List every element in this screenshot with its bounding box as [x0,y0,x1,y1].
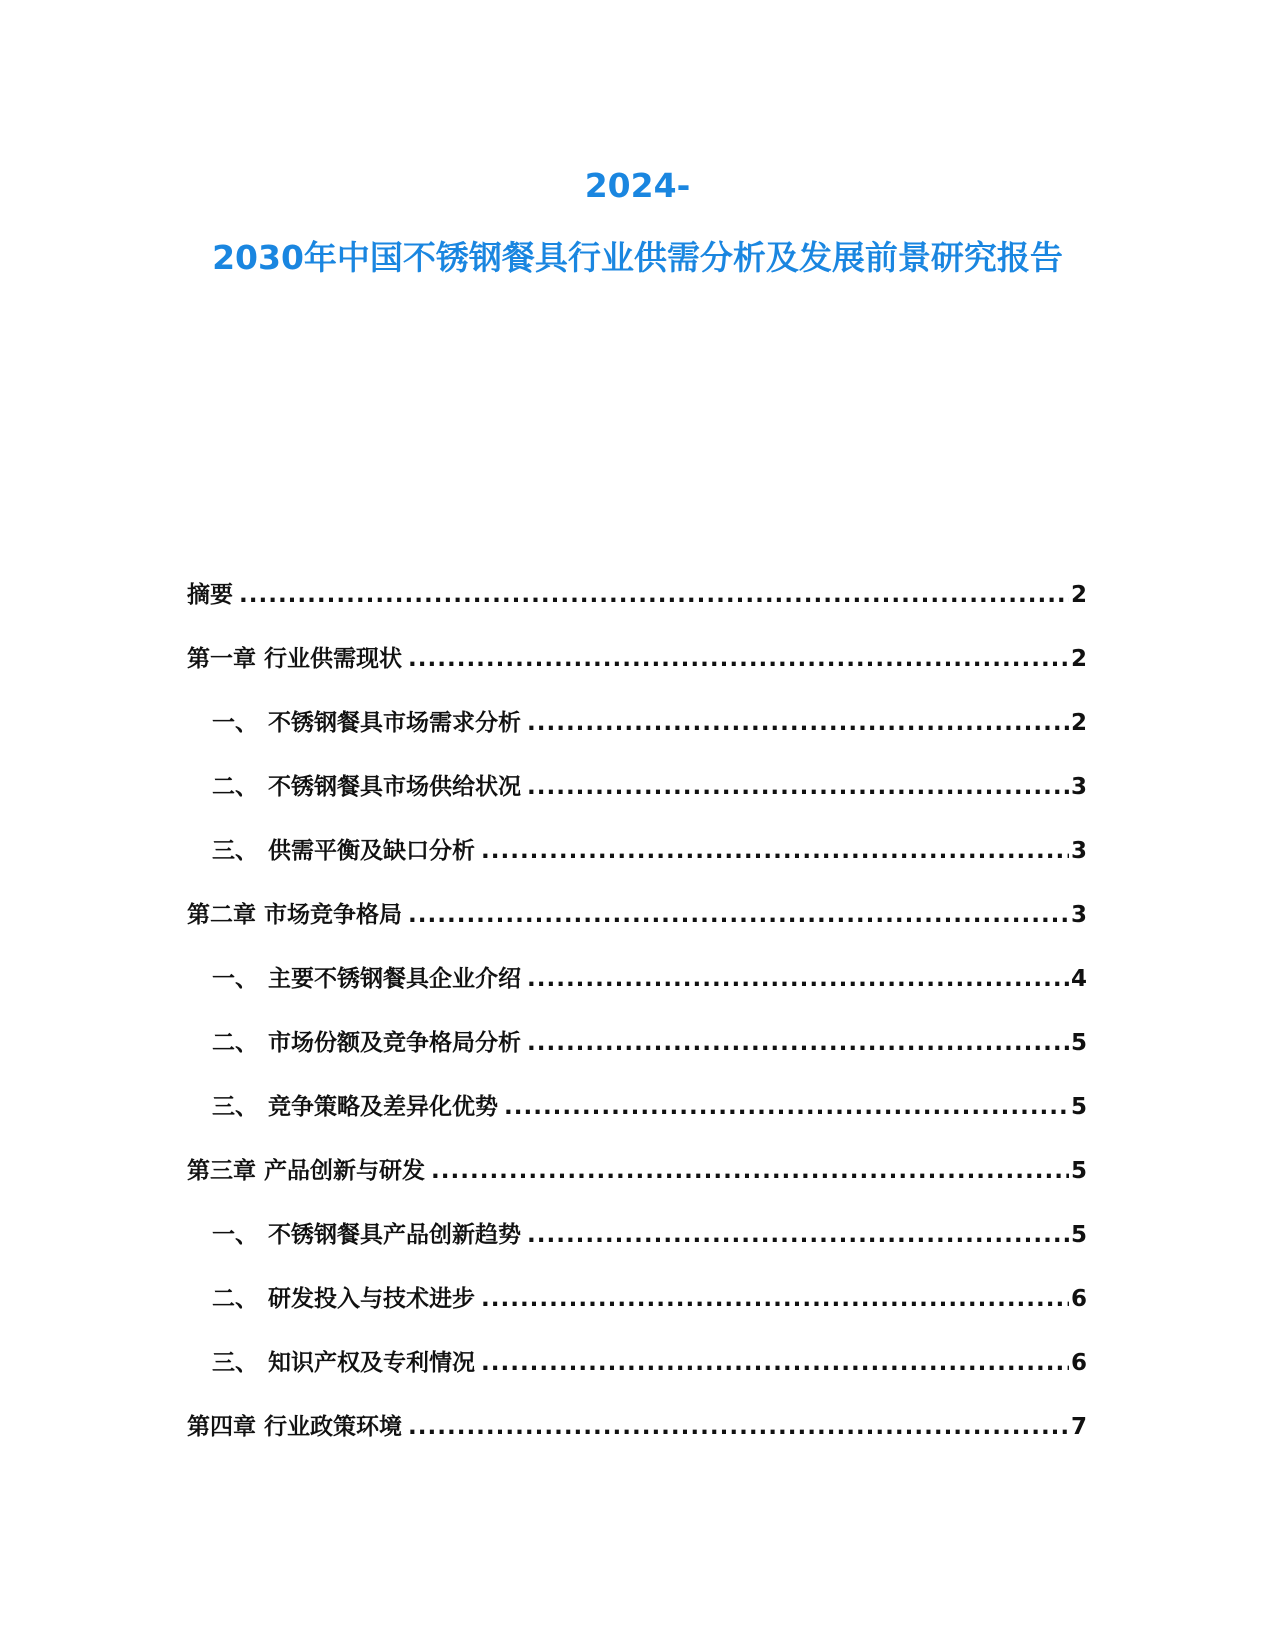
toc-entry-label: 不锈钢餐具市场供给状况 [268,774,521,800]
toc-leader [527,964,1069,994]
toc-entry-label: 第一章 行业供需现状 [187,646,403,672]
toc-page-number: 5 [1070,1030,1087,1056]
toc-leader [431,1156,1069,1186]
toc-entry-label: 竞争策略及差异化优势 [268,1094,498,1120]
toc-page-number: 6 [1070,1286,1087,1312]
toc-leader [481,1284,1069,1314]
toc-entry-label: 摘要 [187,582,233,608]
table-of-contents [187,580,1087,1476]
toc-page-number: 2 [1070,710,1087,736]
toc-leader [239,580,1069,610]
toc-page-number: 5 [1070,1158,1087,1184]
toc-entry-number: 三、 [212,838,258,864]
toc-entry-2-3[interactable] [187,1092,1087,1156]
toc-page-number: 2 [1070,582,1087,608]
toc-entry-number: 二、 [212,774,258,800]
toc-entry-1-3[interactable] [187,836,1087,900]
toc-leader [504,1092,1069,1122]
toc-page-number: 7 [1070,1414,1087,1440]
toc-page-number: 2 [1070,646,1087,672]
toc-entry-3-2[interactable] [187,1284,1087,1348]
toc-entry-number: 三、 [212,1094,258,1120]
toc-page-number: 4 [1070,966,1087,992]
toc-entry-label: 供需平衡及缺口分析 [268,838,475,864]
toc-entry-chapter-1[interactable] [187,644,1087,708]
toc-leader [527,1028,1069,1058]
toc-entry-label: 第二章 市场竞争格局 [187,902,403,928]
toc-leader [481,836,1069,866]
toc-entry-label: 市场份额及竞争格局分析 [268,1030,521,1056]
toc-leader [408,1412,1069,1442]
toc-page-number: 3 [1070,774,1087,800]
toc-leader [408,900,1069,930]
toc-page-number: 5 [1070,1094,1087,1120]
toc-page-number: 3 [1070,838,1087,864]
toc-entry-chapter-2[interactable] [187,900,1087,964]
toc-page-number: 5 [1070,1222,1087,1248]
toc-entry-3-1[interactable] [187,1220,1087,1284]
toc-entry-1-1[interactable] [187,708,1087,772]
toc-entry-label: 不锈钢餐具市场需求分析 [268,710,521,736]
toc-entry-number: 一、 [212,966,258,992]
toc-entry-number: 一、 [212,710,258,736]
toc-page-number: 3 [1070,902,1087,928]
toc-entry-number: 二、 [212,1286,258,1312]
toc-leader [527,1220,1069,1250]
toc-entry-2-1[interactable] [187,964,1087,1028]
toc-entry-abstract[interactable] [187,580,1087,644]
toc-entry-label: 不锈钢餐具产品创新趋势 [268,1222,521,1248]
toc-entry-label: 第四章 行业政策环境 [187,1414,403,1440]
toc-entry-1-2[interactable] [187,772,1087,836]
toc-entry-chapter-4[interactable] [187,1412,1087,1476]
toc-entry-label: 研发投入与技术进步 [268,1286,475,1312]
toc-entry-chapter-3[interactable] [187,1156,1087,1220]
toc-entry-2-2[interactable] [187,1028,1087,1092]
toc-entry-number: 一、 [212,1222,258,1248]
toc-leader [408,644,1069,674]
toc-entry-label: 主要不锈钢餐具企业介绍 [268,966,521,992]
title-line-2: 2030年中国不锈钢餐具行业供需分析及发展前景研究报告 [212,238,1063,277]
toc-entry-label: 第三章 产品创新与研发 [187,1158,426,1184]
document-title [0,150,1275,294]
toc-leader [527,708,1069,738]
toc-entry-number: 三、 [212,1350,258,1376]
title-line-1: 2024- [584,166,691,205]
toc-entry-number: 二、 [212,1030,258,1056]
toc-entry-3-3[interactable] [187,1348,1087,1412]
toc-entry-label: 知识产权及专利情况 [268,1350,475,1376]
toc-leader [481,1348,1069,1378]
toc-leader [527,772,1069,802]
toc-page-number: 6 [1070,1350,1087,1376]
